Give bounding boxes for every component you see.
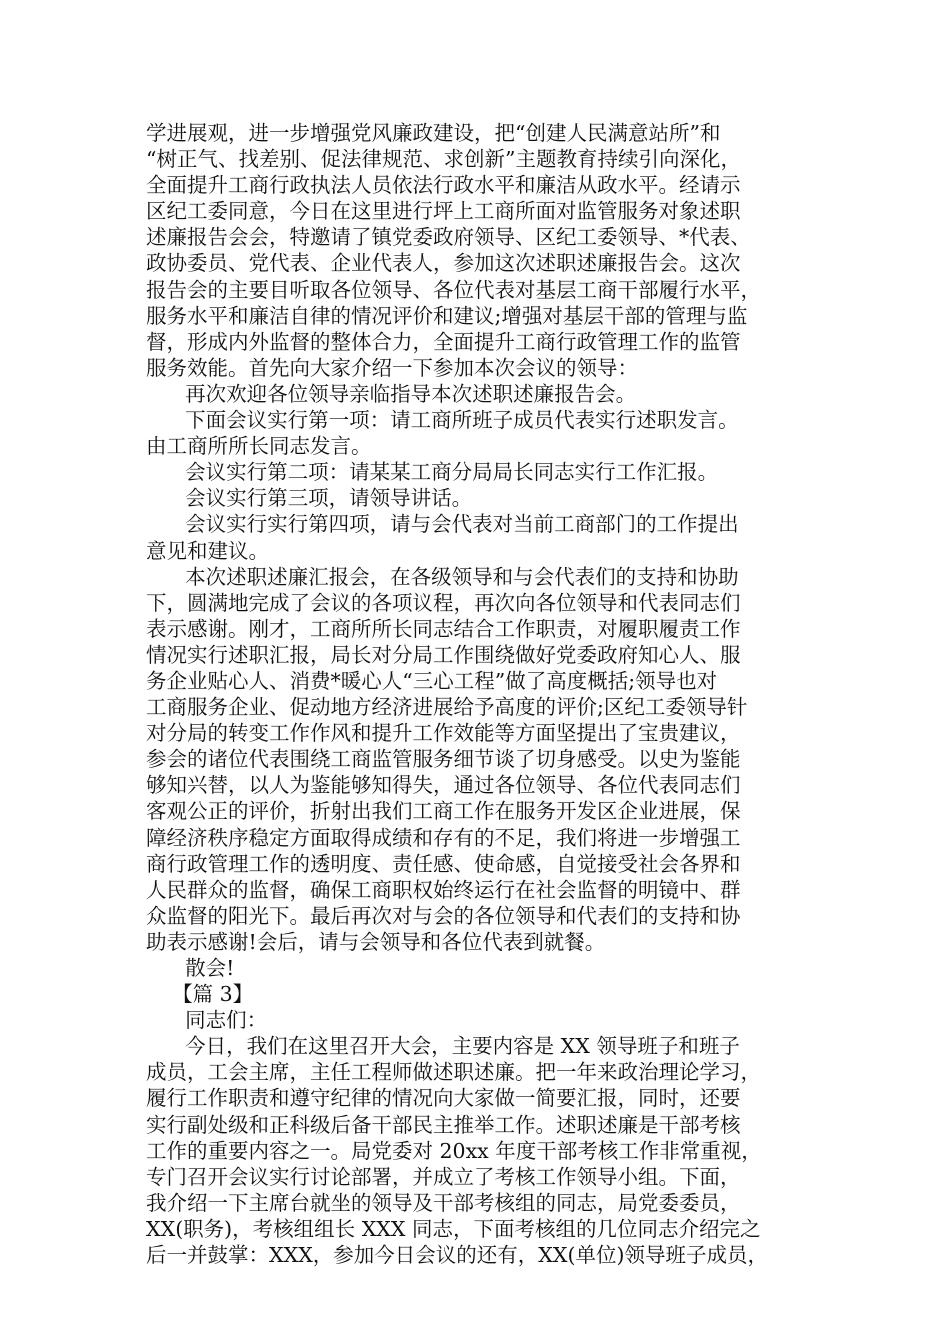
text-line: 会议实行第三项，请领导讲话。: [146, 486, 473, 511]
text-line: 表示感谢。刚才，工商所所长同志结合工作职责，对履职履责工作: [146, 616, 741, 641]
text-line: 够知兴替，以人为鉴能够知得失，通过各位领导、各位代表同志们: [146, 773, 741, 798]
text-line: 对分局的转变工作作风和提升工作效能等方面坚提出了宝贵建议，: [146, 721, 741, 746]
text-line: 成员，工会主席，主任工程师做述职述廉。把一年来政治理论学习，: [146, 1060, 761, 1085]
text-line: 再次欢迎各位领导亲临指导本次述职述廉报告会。: [146, 381, 637, 406]
text-line: 下面会议实行第一项：请工商所班子成员代表实行述职发言。: [146, 408, 739, 433]
text-line: 人民群众的监督，确保工商职权始终运行在社会监督的明镜中、群: [146, 877, 741, 902]
text-line: 实行副处级和正科级后备干部民主推举工作。述职述廉是干部考核: [146, 1112, 741, 1137]
text-line: 会议实行实行第四项，请与会代表对当前工商部门的工作提出: [146, 512, 739, 537]
text-line: 工商服务企业、促动地方经济进展给予高度的评价;区纪工委领导针: [146, 695, 748, 720]
text-line: 全面提升工商行政执法人员依法行政水平和廉洁从政水平。经请示: [146, 173, 741, 198]
text-line: 散会!: [146, 956, 235, 980]
text-line: 商行政管理工作的透明度、责任感、使命感，自觉接受社会各界和: [146, 851, 741, 876]
text-line: 服务效能。首先向大家介绍一下参加本次会议的领导：: [146, 355, 638, 380]
text-line: 参会的诸位代表围绕工商监管服务细节谈了切身感受。以史为鉴能: [146, 747, 741, 772]
text-line: 情况实行述职汇报，局长对分局工作围绕做好党委政府知心人、服: [146, 642, 741, 667]
text-line: 务企业贴心人、消费*暖心人“三心工程”做了高度概括;领导也对: [146, 668, 718, 693]
text-line: 后一并鼓掌：XXX，参加今日会议的还有，XX(单位)领导班子成员，: [146, 1243, 768, 1268]
text-line: 我介绍一下主席台就坐的领导及干部考核组的同志，局党委委员，: [146, 1190, 741, 1215]
text-line: 今日，我们在这里召开大会，主要内容是 XX 领导班子和班子: [146, 1034, 740, 1059]
document-body: [146, 120, 812, 1268]
text-line: 助表示感谢!会后，请与会领导和各位代表到就餐。: [146, 929, 606, 954]
text-line: 客观公正的评价，折射出我们工商工作在服务开发区企业进展，保: [146, 799, 741, 824]
text-line: 【篇 3】: [146, 982, 254, 1007]
text-line: 学进展观，进一步增强党风廉政建设，把“创建人民满意站所”和: [146, 121, 721, 145]
text-line: 工作的重要内容之一。局党委对 20xx 年度干部考核工作非常重视，: [146, 1138, 762, 1163]
text-line: 意见和建议。: [146, 538, 269, 563]
text-line: 会议实行第二项：请某某工商分局局长同志实行工作汇报。: [146, 460, 719, 485]
text-line: 本次述职述廉汇报会，在各级领导和与会代表们的支持和协助: [146, 564, 739, 589]
text-line: 众监督的阳光下。最后再次对与会的各位领导和代表们的支持和协: [146, 903, 741, 928]
text-line: 区纪工委同意，今日在这里进行坪上工商所面对监管服务对象述职: [146, 199, 741, 224]
text-line: 履行工作职责和遵守纪律的情况向大家做一简要汇报，同时，还要: [146, 1086, 741, 1111]
text-line: “树正气、找差别、促法律规范、求创新”主题教育持续引向深化，: [146, 147, 741, 172]
text-line: 督，形成内外监督的整体合力，全面提升工商行政管理工作的监管: [146, 329, 741, 354]
text-line: 障经济秩序稳定方面取得成绩和存有的不足，我们将进一步增强工: [146, 825, 741, 850]
text-line: 由工商所所长同志发言。: [146, 434, 372, 459]
text-line: 专门召开会议实行讨论部署，并成立了考核工作领导小组。下面，: [146, 1164, 741, 1189]
text-line: 报告会的主要目听取各位领导、各位代表对基层工商干部履行水平，: [146, 277, 761, 302]
text-line: 述廉报告会会，特邀请了镇党委政府领导、区纪工委领导、*代表、: [146, 225, 751, 250]
text-line: 同志们：: [146, 1008, 268, 1033]
text-line: XX(职务)，考核组组长 XXX 同志，下面考核组的几位同志介绍完之: [146, 1216, 761, 1241]
text-line: 服务水平和廉洁自律的情况评价和建议;增强对基层干部的管理与监: [146, 303, 748, 328]
text-line: 政协委员、党代表、企业代表人，参加这次述职述廉报告会。这次: [146, 251, 741, 276]
text-line: 下，圆满地完成了会议的各项议程，再次向各位领导和代表同志们: [146, 590, 741, 615]
